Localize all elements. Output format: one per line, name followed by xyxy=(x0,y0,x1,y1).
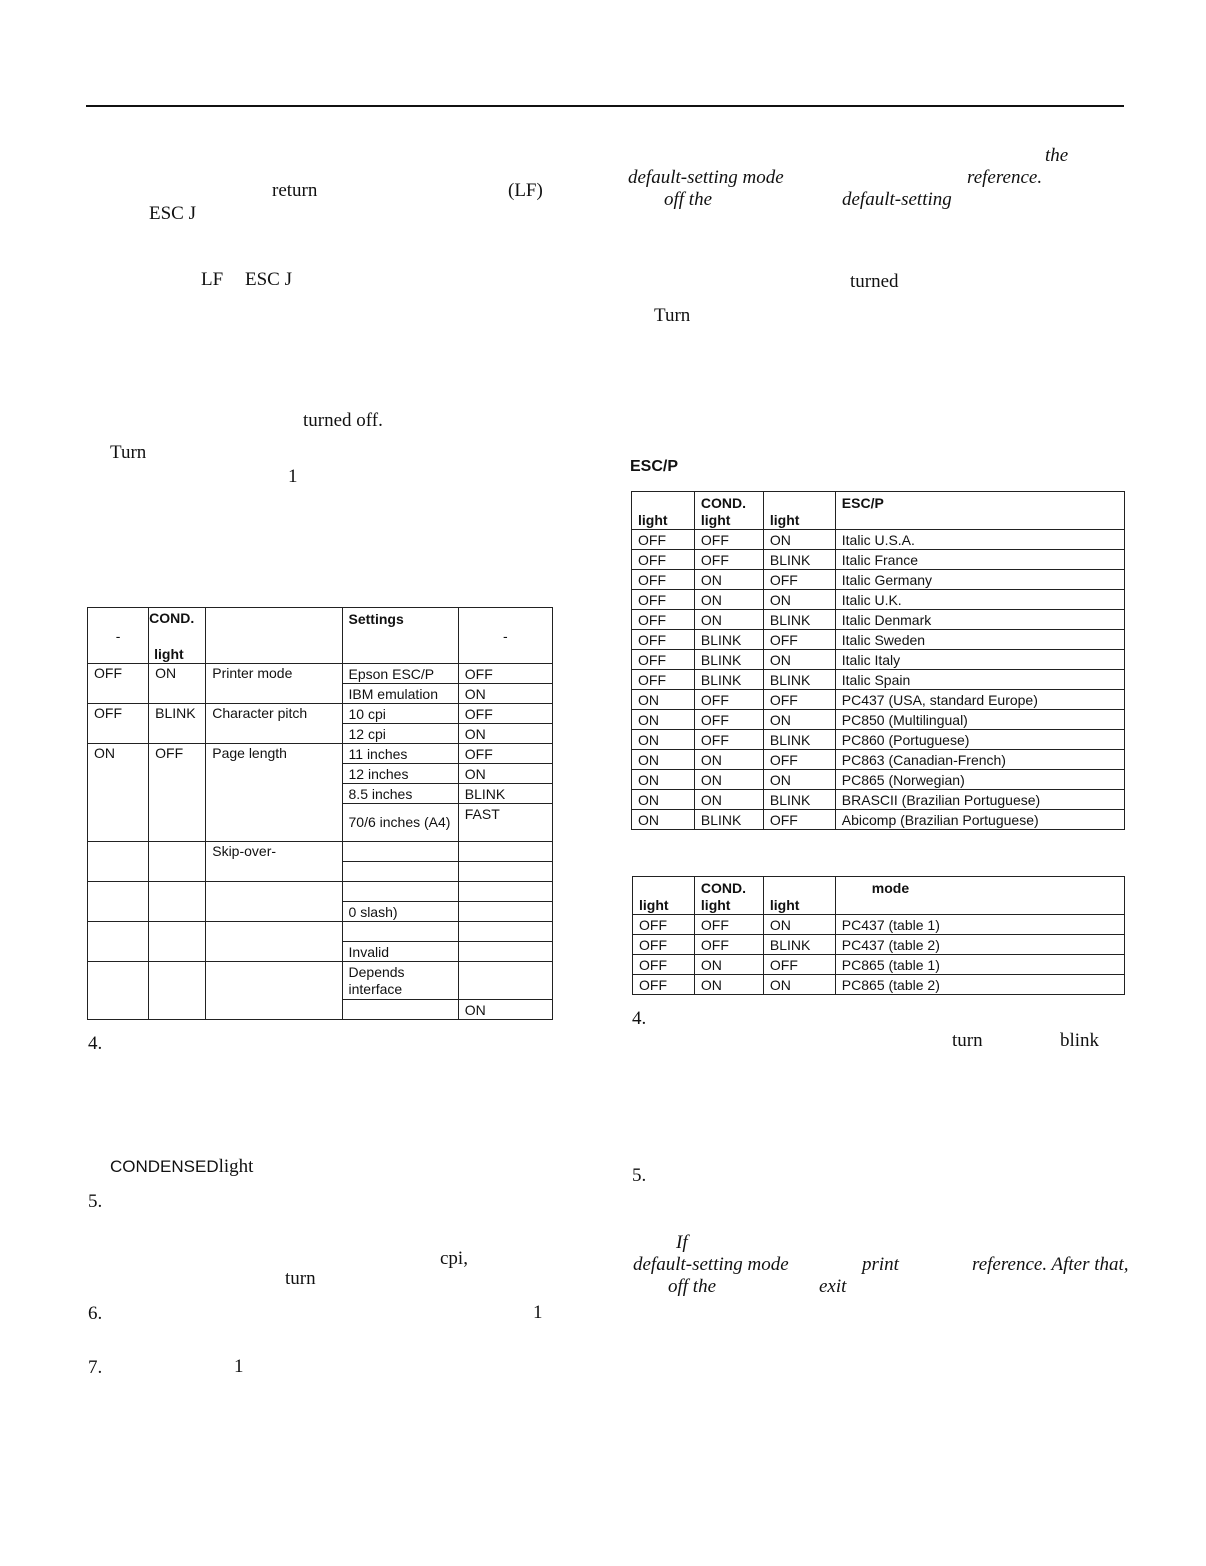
cell: 12 cpi xyxy=(342,724,458,744)
cell: PC437 (table 1) xyxy=(835,915,1124,935)
cell: Italic U.S.A. xyxy=(835,530,1124,550)
cell: OFF xyxy=(88,704,149,744)
left-text-escj: ESC J xyxy=(149,203,196,224)
condensed-word: CONDENSED xyxy=(110,1157,219,1176)
cell xyxy=(206,882,342,922)
cell: FAST xyxy=(458,804,552,842)
cell: BRASCII (Brazilian Portuguese) xyxy=(835,790,1124,810)
cell: OFF xyxy=(632,590,695,610)
cell: OFF xyxy=(763,810,835,830)
left-step-6: 6. xyxy=(88,1303,103,1324)
table-row xyxy=(632,590,1125,610)
cell xyxy=(149,882,206,922)
cell: BLINK xyxy=(458,784,552,804)
cell: BLINK xyxy=(694,810,763,830)
condensed-light-line xyxy=(110,1156,253,1178)
cell: ON xyxy=(694,610,763,630)
right-text-print: print xyxy=(862,1254,899,1275)
cell: OFF xyxy=(149,744,206,842)
left-step-4: 4. xyxy=(88,1033,103,1054)
cell: PC865 (table 1) xyxy=(835,955,1124,975)
table-row xyxy=(633,955,1125,975)
cell: 10 cpi xyxy=(342,704,458,724)
table-row xyxy=(633,935,1125,955)
settings-table xyxy=(87,607,553,1020)
cell xyxy=(342,862,458,882)
right-text-default-mode2: default-setting mode xyxy=(633,1254,789,1275)
left-text-turn2: turn xyxy=(285,1268,316,1289)
cell: ON xyxy=(632,770,695,790)
left-text-escj2: ESC J xyxy=(245,269,292,290)
table-row xyxy=(88,882,553,902)
table-row xyxy=(632,610,1125,630)
right-text-turn2: turn xyxy=(952,1030,983,1051)
cell: 12 inches xyxy=(342,764,458,784)
cell: OFF xyxy=(458,744,552,764)
cell: OFF xyxy=(694,935,763,955)
right-text-exit: exit xyxy=(819,1276,847,1297)
cell: Epson ESC/P xyxy=(342,664,458,684)
cell: OFF xyxy=(633,935,695,955)
cell: BLINK xyxy=(694,650,763,670)
cell: OFF xyxy=(694,550,763,570)
cell: BLINK xyxy=(149,704,206,744)
cell: OFF xyxy=(694,530,763,550)
escp-header-light3: light xyxy=(763,492,835,530)
cell: BLINK xyxy=(763,550,835,570)
table-row xyxy=(632,530,1125,550)
cell: Italic Spain xyxy=(835,670,1124,690)
cell xyxy=(458,942,552,962)
settings-header-dash: - xyxy=(88,608,149,664)
right-text-off-the2: off the xyxy=(668,1276,717,1297)
cell: OFF xyxy=(632,670,695,690)
cell xyxy=(149,842,206,882)
table-row xyxy=(632,650,1125,670)
cell: 11 inches xyxy=(342,744,458,764)
settings-header-dash2: - xyxy=(458,608,552,664)
cell: OFF xyxy=(632,650,695,670)
cell xyxy=(458,842,552,862)
left-text-one: 1 xyxy=(288,466,298,487)
settings-table-header xyxy=(88,608,553,664)
cell xyxy=(458,882,552,902)
cell: ON xyxy=(694,790,763,810)
left-step-7-num: 1 xyxy=(234,1356,244,1377)
cell: ON xyxy=(694,590,763,610)
escp-table-header xyxy=(632,492,1125,530)
cell xyxy=(88,962,149,1020)
table-row xyxy=(633,915,1125,935)
cell: PC865 (Norwegian) xyxy=(835,770,1124,790)
cell: ON xyxy=(458,684,552,704)
settings-header-settings: Settings xyxy=(342,608,458,664)
table-row xyxy=(632,710,1125,730)
cell: OFF xyxy=(632,570,695,590)
cell xyxy=(206,922,342,962)
cell xyxy=(88,842,149,882)
left-step-7: 7. xyxy=(88,1357,103,1378)
cell: ON xyxy=(632,690,695,710)
cell: Italic Italy xyxy=(835,650,1124,670)
cell xyxy=(342,882,458,902)
cell: OFF xyxy=(632,630,695,650)
cell: OFF xyxy=(632,530,695,550)
cell xyxy=(342,1000,458,1020)
cell xyxy=(458,962,552,1000)
right-text-blink: blink xyxy=(1060,1030,1100,1051)
left-text-lf2: LF xyxy=(201,269,224,290)
left-text-turn: Turn xyxy=(110,442,147,463)
cell: OFF xyxy=(694,915,763,935)
escp-label: ESC/P xyxy=(630,458,679,475)
settings-header-cond: COND. xyxy=(149,610,195,626)
cell: 8.5 inches xyxy=(342,784,458,804)
cell: ON xyxy=(632,810,695,830)
right-text-reference-after: reference. After that, xyxy=(972,1254,1129,1275)
left-text-turned-off: turned off. xyxy=(303,410,383,431)
table-row xyxy=(632,770,1125,790)
table-row xyxy=(88,664,553,684)
cell: OFF xyxy=(763,955,835,975)
cell: ON xyxy=(88,744,149,842)
table-row xyxy=(632,550,1125,570)
cell: ON xyxy=(763,590,835,610)
left-text-cpi: cpi, xyxy=(440,1248,468,1269)
cell xyxy=(149,962,206,1020)
cell: ON xyxy=(632,710,695,730)
cell: ON xyxy=(763,710,835,730)
cell xyxy=(458,922,552,942)
table-row xyxy=(88,704,553,724)
table-row xyxy=(632,670,1125,690)
cell: ON xyxy=(632,730,695,750)
cell: OFF xyxy=(694,730,763,750)
ibm-header-cond: COND. light xyxy=(694,877,763,915)
cell: OFF xyxy=(632,550,695,570)
cell: IBM emulation xyxy=(342,684,458,704)
cell: BLINK xyxy=(763,935,835,955)
cell: Italic Germany xyxy=(835,570,1124,590)
cell: ON xyxy=(149,664,206,704)
ibm-table-header xyxy=(633,877,1125,915)
cell: ON xyxy=(632,750,695,770)
cell: OFF xyxy=(633,955,695,975)
cell: OFF xyxy=(458,664,552,684)
cell: ON xyxy=(763,975,835,995)
cell: Printer mode xyxy=(206,664,342,704)
cell: OFF xyxy=(88,664,149,704)
cell: ON xyxy=(458,1000,552,1020)
cell: Italic U.K. xyxy=(835,590,1124,610)
left-text-return: return xyxy=(272,180,318,201)
ibm-table xyxy=(632,876,1125,995)
escp-table xyxy=(631,491,1125,830)
cell: ON xyxy=(763,530,835,550)
cell: ON xyxy=(694,955,763,975)
cell: OFF xyxy=(763,570,835,590)
table-row xyxy=(633,975,1125,995)
cell: ON xyxy=(632,790,695,810)
cell: ON xyxy=(763,770,835,790)
header-rule xyxy=(86,105,1124,107)
cell: OFF xyxy=(763,750,835,770)
right-text-turned: turned xyxy=(850,271,899,292)
cell: OFF xyxy=(694,690,763,710)
cell xyxy=(342,922,458,942)
table-row xyxy=(88,842,553,862)
cell xyxy=(88,882,149,922)
settings-header-light: light xyxy=(154,646,184,662)
right-text-if: If xyxy=(676,1232,688,1253)
cell xyxy=(342,842,458,862)
cell: Italic Denmark xyxy=(835,610,1124,630)
cell: BLINK xyxy=(694,630,763,650)
right-step-5: 5. xyxy=(632,1165,647,1186)
cell: ON xyxy=(763,650,835,670)
cell: BLINK xyxy=(694,670,763,690)
table-row xyxy=(632,630,1125,650)
table-row xyxy=(88,962,553,1000)
table-row xyxy=(632,810,1125,830)
cell: Italic Sweden xyxy=(835,630,1124,650)
cell: OFF xyxy=(763,630,835,650)
cell: PC860 (Portuguese) xyxy=(835,730,1124,750)
cell: OFF xyxy=(633,975,695,995)
cell: BLINK xyxy=(763,670,835,690)
cell: 70/6 inches (A4) xyxy=(342,804,458,842)
cell: BLINK xyxy=(763,730,835,750)
cell: ON xyxy=(458,724,552,744)
cell: Italic France xyxy=(835,550,1124,570)
table-row xyxy=(632,790,1125,810)
cell: PC863 (Canadian-French) xyxy=(835,750,1124,770)
cell: Character pitch xyxy=(206,704,342,744)
table-row xyxy=(88,744,553,764)
left-step-6-num: 1 xyxy=(533,1302,543,1323)
ibm-header-mode: mode xyxy=(835,877,1124,915)
cell: PC437 (table 2) xyxy=(835,935,1124,955)
cell: OFF xyxy=(694,710,763,730)
cell xyxy=(149,922,206,962)
ibm-header-light1: light xyxy=(633,877,695,915)
light-word: light xyxy=(218,1156,254,1177)
cell: ON xyxy=(694,750,763,770)
right-text-default-setting: default-setting xyxy=(842,189,952,210)
cell xyxy=(458,902,552,922)
cell xyxy=(458,862,552,882)
cell xyxy=(206,962,342,1020)
cell: OFF xyxy=(632,610,695,630)
table-row xyxy=(632,690,1125,710)
cell: Skip-over- xyxy=(206,842,342,882)
cell: ON xyxy=(694,570,763,590)
table-row xyxy=(632,570,1125,590)
cell: ON xyxy=(694,770,763,790)
right-text-turn: Turn xyxy=(654,305,691,326)
table-row xyxy=(632,750,1125,770)
cell: BLINK xyxy=(763,790,835,810)
cell: Page length xyxy=(206,744,342,842)
escp-header-light1: light xyxy=(632,492,695,530)
cell: BLINK xyxy=(763,610,835,630)
cell: PC865 (table 2) xyxy=(835,975,1124,995)
right-text-default-mode: default-setting mode xyxy=(628,167,784,188)
left-step-5: 5. xyxy=(88,1191,103,1212)
cell: PC850 (Multilingual) xyxy=(835,710,1124,730)
ibm-header-light3: light xyxy=(763,877,835,915)
cell: ON xyxy=(763,915,835,935)
cell: OFF xyxy=(633,915,695,935)
cell: OFF xyxy=(458,704,552,724)
cell: Abicomp (Brazilian Portuguese) xyxy=(835,810,1124,830)
right-text-off-the: off the xyxy=(664,189,713,210)
cell: PC437 (USA, standard Europe) xyxy=(835,690,1124,710)
cell: ON xyxy=(694,975,763,995)
cell: OFF xyxy=(763,690,835,710)
escp-header-escp: ESC/P xyxy=(835,492,1124,530)
table-row xyxy=(632,730,1125,750)
cell xyxy=(88,922,149,962)
cell: Depends interface xyxy=(342,962,458,1000)
right-text-reference: reference. xyxy=(967,167,1043,188)
cell: Invalid xyxy=(342,942,458,962)
table-row xyxy=(88,922,553,942)
left-text-lf: (LF) xyxy=(508,180,543,201)
right-text-the: the xyxy=(1045,145,1069,166)
escp-header-cond: COND. light xyxy=(694,492,763,530)
right-step-4: 4. xyxy=(632,1008,647,1029)
cell: 0 slash) xyxy=(342,902,458,922)
cell: ON xyxy=(458,764,552,784)
